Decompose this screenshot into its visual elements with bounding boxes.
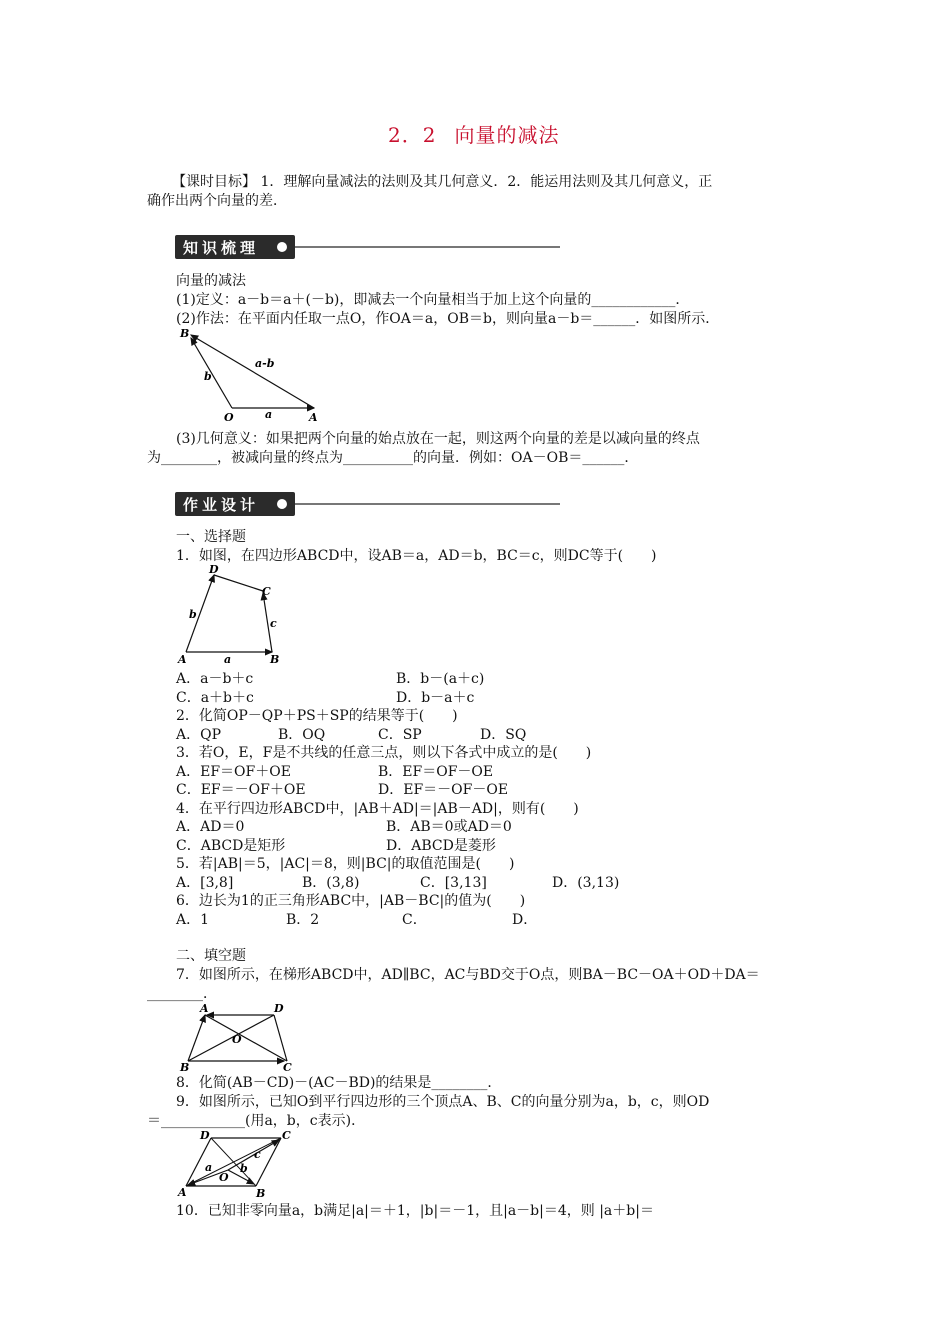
label-B: B <box>270 653 280 666</box>
label-D: D <box>209 563 219 576</box>
label-c: c <box>254 1148 261 1161</box>
geometric-meaning-line-1: (3)几何意义：如果把两个向量的始点放在一起，则这两个向量的差是以减向量的终点 <box>176 431 700 447</box>
label-O: O <box>232 1033 242 1046</box>
quadrilateral-figure <box>174 560 294 670</box>
q1-option-b: B．b－(a＋c) <box>396 671 485 687</box>
label-A: A <box>178 1186 187 1199</box>
q6-option-c: C． <box>402 912 427 928</box>
question-8: 8．化简(AB－CD)－(AC－BD)的结果是________． <box>176 1075 502 1091</box>
page-title: 2．2 向量的减法 <box>388 123 560 147</box>
q2-option-b: B．OQ <box>278 727 326 743</box>
vector-subtraction-figure <box>175 325 325 425</box>
q3-option-a: A．EF＝OF＋OE <box>176 764 291 780</box>
parallelogram-figure <box>176 1126 301 1200</box>
label-B: B <box>180 1061 190 1072</box>
q6-option-a: A．1 <box>176 912 210 928</box>
section-banner-homework <box>175 492 560 516</box>
question-10: 10．已知非零向量a，b满足|a|＝＋1，|b|＝－1，且|a－b|＝4，则 |a＋b|＝ <box>176 1203 654 1219</box>
geometric-meaning-line-2: 为________，被减向量的终点为__________的向量．例如：OA－OB＝______． <box>147 450 639 466</box>
q3-option-b: B．EF＝OF－OE <box>378 764 494 780</box>
section-heading: 向量的减法 <box>176 273 246 289</box>
question-7-blank: ________． <box>147 986 217 1002</box>
q5-option-a: A．[3,8] <box>176 875 234 891</box>
objectives-line-1: 【课时目标】 1．理解向量减法的法则及其几何意义．2．能运用法则及其几何意义，正 <box>172 174 713 190</box>
label-a: a <box>205 1161 213 1174</box>
q4-option-a: A．AD＝0 <box>176 819 245 835</box>
question-9-blank: ＝____________(用a，b，c表示)． <box>147 1113 366 1129</box>
label-B: B <box>180 327 190 340</box>
question-5: 5．若|AB|＝5，|AC|＝8，则|BC|的取值范围是( ) <box>176 856 515 872</box>
q1-option-d: D．b－a＋c <box>396 690 475 706</box>
objectives-line-2: 确作出两个向量的差． <box>147 193 287 209</box>
q4-option-b: B．AB＝0或AD＝0 <box>386 819 512 835</box>
q5-option-b: B．(3,8) <box>302 875 360 891</box>
label-b: b <box>204 370 212 383</box>
question-6: 6．边长为1的正三角形ABC中，|AB－BC|的值为( ) <box>176 893 526 909</box>
label-C: C <box>283 1061 292 1072</box>
q5-option-c: C．[3,13] <box>420 875 487 891</box>
q1-option-c: C．a＋b＋c <box>176 690 254 706</box>
label-C: C <box>282 1129 291 1142</box>
q4-option-d: D．ABCD是菱形 <box>386 838 496 854</box>
definition-text: (1)定义：a－b＝a＋(－b)，即减去一个向量相当于加上这个向量的____________． <box>176 292 690 308</box>
label-A: A <box>178 653 187 666</box>
q2-option-c: C．SP <box>378 727 422 743</box>
q2-option-a: A．QP <box>176 727 222 743</box>
label-O: O <box>219 1171 229 1184</box>
q6-option-d: D． <box>512 912 538 928</box>
label-a-minus-b: a-b <box>255 357 275 370</box>
method-text: (2)作法：在平面内任取一点O，作OA＝a，OB＝b，则向量a－b＝______．如图所示． <box>176 311 720 327</box>
label-c: c <box>270 617 277 630</box>
q1-option-a: A．a－b＋c <box>176 671 254 687</box>
banner-label: 知识梳理 <box>183 239 260 257</box>
choice-heading: 一、选择题 <box>176 529 246 545</box>
banner-label: 作业设计 <box>183 496 260 514</box>
question-1: 1．如图，在四边形ABCD中，设AB＝a，AD＝b，BC＝c，则DC等于( ) <box>176 548 657 564</box>
q3-option-c: C．EF＝－OF＋OE <box>176 782 306 798</box>
label-B: B <box>256 1187 266 1200</box>
label-D: D <box>200 1129 210 1142</box>
label-a: a <box>265 408 273 421</box>
label-b: b <box>240 1162 248 1175</box>
q3-option-d: D．EF＝－OF－OE <box>378 782 509 798</box>
label-C: C <box>262 585 271 598</box>
question-4: 4．在平行四边形ABCD中，|AB＋AD|＝|AB－AD|，则有( ) <box>176 801 579 817</box>
label-D: D <box>274 1002 284 1015</box>
q5-option-d: D．(3,13) <box>552 875 620 891</box>
q4-option-c: C．ABCD是矩形 <box>176 838 286 854</box>
fill-heading: 二、填空题 <box>176 948 246 964</box>
q6-option-b: B．2 <box>286 912 320 928</box>
label-O: O <box>224 411 234 424</box>
question-3: 3．若O，E，F是不共线的任意三点，则以下各式中成立的是( ) <box>176 745 592 761</box>
label-b: b <box>189 608 197 621</box>
label-A: A <box>309 411 318 424</box>
trapezoid-figure <box>176 1000 301 1072</box>
question-7: 7．如图所示，在梯形ABCD中，AD∥BC，AC与BD交于O点，则BA－BC－OA＋OD＋DA＝ <box>176 967 760 983</box>
question-2: 2．化简OP－QP＋PS＋SP的结果等于( ) <box>176 708 458 724</box>
label-A: A <box>200 1002 209 1015</box>
section-banner-knowledge <box>175 235 560 259</box>
label-a: a <box>224 653 232 666</box>
q2-option-d: D．SQ <box>480 727 527 743</box>
question-9: 9．如图所示，已知O到平行四边形的三个顶点A、B、C的向量分别为a，b，c，则OD <box>176 1094 710 1110</box>
